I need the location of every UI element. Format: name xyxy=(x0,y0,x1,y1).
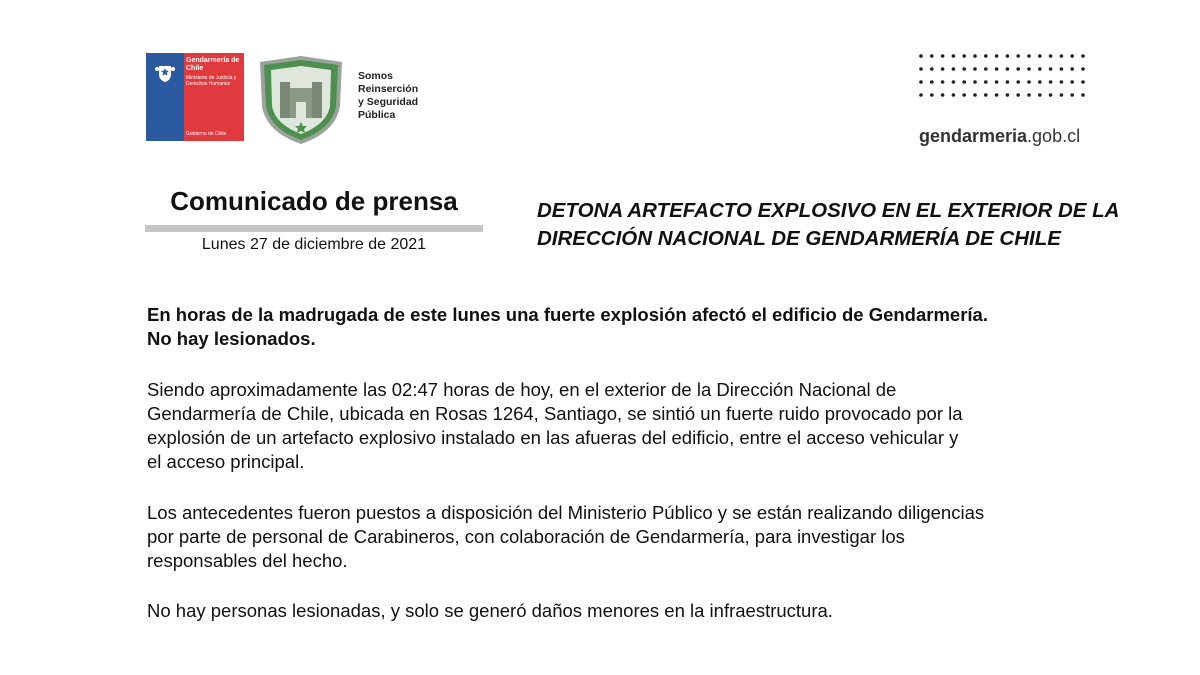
dot xyxy=(1016,54,1020,58)
text-line: por parte de personal de Carabineros, con colaboración de Gendarmería, para investigar los xyxy=(147,526,905,547)
dot xyxy=(1049,93,1053,97)
dot xyxy=(1027,67,1031,71)
dot xyxy=(941,54,945,58)
dot xyxy=(1081,54,1085,58)
dot xyxy=(930,67,934,71)
dot xyxy=(1081,80,1085,84)
dot xyxy=(962,54,966,58)
dot xyxy=(973,93,977,97)
gobierno-de-chile-logo xyxy=(146,53,244,141)
dot xyxy=(941,80,945,84)
dot xyxy=(919,80,923,84)
dot-grid-decoration xyxy=(918,53,1086,101)
dot xyxy=(984,54,988,58)
dot xyxy=(962,80,966,84)
dot xyxy=(973,80,977,84)
text-line: explosión de un artefacto explosivo instalado en las afueras del edificio, entre el acceso vehicular y xyxy=(147,427,959,448)
paragraph xyxy=(147,378,1137,474)
dot xyxy=(1060,80,1064,84)
logo-footer: Gobierno de Chile xyxy=(186,131,227,137)
headline xyxy=(537,197,1157,253)
text-line: En horas de la madrugada de este lunes una fuerte explosión afectó el edificio de Gendarmería. xyxy=(147,304,988,325)
dot xyxy=(1006,80,1010,84)
dot xyxy=(1070,67,1074,71)
dot xyxy=(1038,80,1042,84)
slogan-line: y Seguridad xyxy=(358,96,419,108)
dot xyxy=(1027,54,1031,58)
text-line: responsables del hecho. xyxy=(147,550,348,571)
dot xyxy=(952,67,956,71)
slogan-line: Reinserción xyxy=(358,83,419,95)
dot xyxy=(984,93,988,97)
dot xyxy=(952,80,956,84)
dot xyxy=(1070,54,1074,58)
dot xyxy=(919,54,923,58)
dot xyxy=(1070,80,1074,84)
dot xyxy=(930,93,934,97)
text-line: Siendo aproximadamente las 02:47 horas de hoy, en el exterior de la Dirección Nacional de xyxy=(147,379,897,400)
press-release-title: Comunicado de prensa xyxy=(170,186,458,216)
divider xyxy=(145,225,483,232)
dot xyxy=(1060,93,1064,97)
dot xyxy=(1027,80,1031,84)
dot xyxy=(973,54,977,58)
dot xyxy=(1070,93,1074,97)
dot xyxy=(1027,93,1031,97)
dot xyxy=(1060,67,1064,71)
headline-line: DETONA ARTEFACTO EXPLOSIVO EN EL EXTERIOR DE LA xyxy=(537,199,1120,222)
dot xyxy=(952,54,956,58)
dot xyxy=(962,67,966,71)
paragraph xyxy=(147,501,1137,573)
dot xyxy=(1081,67,1085,71)
site-url xyxy=(919,126,1080,147)
slogan-line: Pública xyxy=(358,109,396,121)
dot xyxy=(1038,54,1042,58)
press-release-date: Lunes 27 de diciembre de 2021 xyxy=(201,236,427,253)
dot xyxy=(995,93,999,97)
dot xyxy=(984,80,988,84)
dot xyxy=(962,93,966,97)
dot xyxy=(1016,80,1020,84)
dot xyxy=(930,54,934,58)
dot xyxy=(973,67,977,71)
text-line: No hay personas lesionadas, y solo se generó daños menores en la infraestructura. xyxy=(147,600,833,621)
dot xyxy=(1049,80,1053,84)
dot xyxy=(1060,54,1064,58)
dot xyxy=(952,93,956,97)
dot xyxy=(1006,54,1010,58)
article-body xyxy=(147,303,1137,623)
slogan-line: Somos xyxy=(358,70,394,82)
logo-ministry: Ministerio de Justicia y Derechos Humanos xyxy=(186,75,237,87)
dot xyxy=(1006,93,1010,97)
slogan xyxy=(358,70,438,122)
dot xyxy=(1016,93,1020,97)
coat-of-arms-icon xyxy=(150,57,180,87)
dot xyxy=(930,80,934,84)
dot xyxy=(941,67,945,71)
dot xyxy=(941,93,945,97)
site-url-rest: .gob.cl xyxy=(1027,126,1081,146)
dot xyxy=(1006,67,1010,71)
text-line: Los antecedentes fueron puestos a disposición del Ministerio Público y se están realizando diligencias xyxy=(147,502,985,523)
dot xyxy=(1049,67,1053,71)
text-line: el acceso principal. xyxy=(147,451,305,472)
dot xyxy=(995,80,999,84)
dot xyxy=(919,93,923,97)
text-line: Gendarmería de Chile, ubicada en Rosas 1264, Santiago, se sintió un fuerte ruido provocado por la xyxy=(147,403,963,424)
dot xyxy=(995,67,999,71)
dot xyxy=(984,67,988,71)
dot xyxy=(1081,93,1085,97)
lead-paragraph xyxy=(147,303,1137,351)
text-line: No hay lesionados. xyxy=(147,328,316,349)
dot xyxy=(1049,54,1053,58)
paragraph xyxy=(147,599,1137,623)
headline-line: DIRECCIÓN NACIONAL DE GENDARMERÍA DE CHILE xyxy=(537,227,1061,250)
gendarmeria-crest-icon xyxy=(256,54,346,146)
dot xyxy=(919,67,923,71)
dot xyxy=(1016,67,1020,71)
dot xyxy=(1038,93,1042,97)
logo-title: Gendarmería de Chile xyxy=(186,57,240,72)
dot xyxy=(1038,67,1042,71)
site-url-bold: gendarmeria xyxy=(919,126,1028,146)
dot xyxy=(995,54,999,58)
